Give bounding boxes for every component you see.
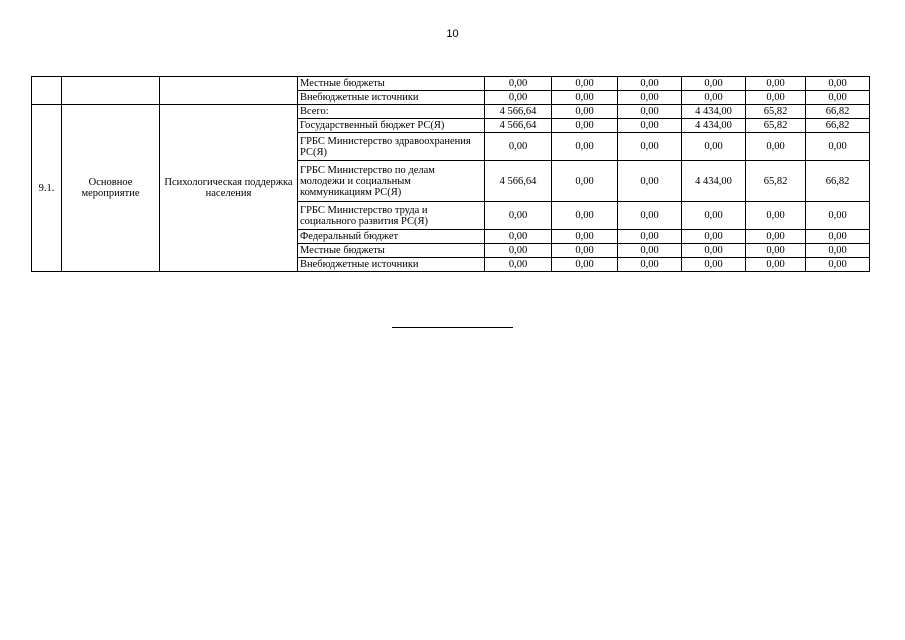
page-number: 10 <box>446 28 459 40</box>
value-cell: 0,00 <box>618 202 682 230</box>
value-cell: 0,00 <box>485 244 552 258</box>
value-cell: 65,82 <box>746 161 806 202</box>
item-type: Основное мероприятие <box>62 105 160 272</box>
table-row <box>32 105 870 119</box>
item-name: Психологическая поддержка населения <box>160 105 298 272</box>
value-cell: 0,00 <box>552 230 618 244</box>
value-cell: 0,00 <box>618 133 682 161</box>
source-cell: ГРБС Министерство труда и социального развития РС(Я) <box>298 202 485 230</box>
value-cell: 0,00 <box>618 119 682 133</box>
item-code: 9.1. <box>32 105 62 272</box>
value-cell: 65,82 <box>746 105 806 119</box>
value-cell: 0,00 <box>806 133 870 161</box>
value-cell: 0,00 <box>618 77 682 91</box>
source-cell: Местные бюджеты <box>298 77 485 91</box>
value-cell: 0,00 <box>552 244 618 258</box>
value-cell: 0,00 <box>485 230 552 244</box>
value-cell: 4 434,00 <box>682 105 746 119</box>
value-cell: 0,00 <box>485 91 552 105</box>
value-cell: 0,00 <box>682 202 746 230</box>
value-cell: 0,00 <box>682 77 746 91</box>
value-cell: 0,00 <box>618 244 682 258</box>
code-cell-empty <box>32 77 62 105</box>
value-cell: 0,00 <box>746 202 806 230</box>
value-cell: 0,00 <box>682 230 746 244</box>
name-cell-empty <box>160 77 298 105</box>
source-cell: Всего: <box>298 105 485 119</box>
value-cell: 4 566,64 <box>485 161 552 202</box>
value-cell: 0,00 <box>746 91 806 105</box>
end-divider-line <box>392 327 513 328</box>
value-cell: 0,00 <box>806 77 870 91</box>
value-cell: 0,00 <box>485 258 552 272</box>
value-cell: 66,82 <box>806 105 870 119</box>
value-cell: 0,00 <box>618 105 682 119</box>
value-cell: 4 566,64 <box>485 119 552 133</box>
value-cell: 0,00 <box>618 91 682 105</box>
value-cell: 0,00 <box>552 202 618 230</box>
source-cell: Внебюджетные источники <box>298 91 485 105</box>
value-cell: 4 434,00 <box>682 161 746 202</box>
value-cell: 66,82 <box>806 161 870 202</box>
source-cell: ГРБС Министерство по делам молодежи и социальным коммуникациям РС(Я) <box>298 161 485 202</box>
value-cell: 0,00 <box>552 119 618 133</box>
value-cell: 0,00 <box>806 244 870 258</box>
budget-table <box>31 76 870 272</box>
value-cell: 0,00 <box>485 202 552 230</box>
value-cell: 0,00 <box>806 202 870 230</box>
value-cell: 0,00 <box>682 258 746 272</box>
type-cell-empty <box>62 77 160 105</box>
value-cell: 0,00 <box>682 91 746 105</box>
value-cell: 0,00 <box>746 230 806 244</box>
value-cell: 0,00 <box>746 244 806 258</box>
source-cell: Внебюджетные источники <box>298 258 485 272</box>
value-cell: 0,00 <box>552 161 618 202</box>
value-cell: 0,00 <box>618 230 682 244</box>
value-cell: 0,00 <box>618 258 682 272</box>
value-cell: 0,00 <box>806 91 870 105</box>
table-row <box>32 77 870 91</box>
value-cell: 0,00 <box>746 133 806 161</box>
value-cell: 0,00 <box>682 133 746 161</box>
source-cell: Местные бюджеты <box>298 244 485 258</box>
source-cell: Федеральный бюджет <box>298 230 485 244</box>
value-cell: 65,82 <box>746 119 806 133</box>
value-cell: 0,00 <box>485 133 552 161</box>
value-cell: 0,00 <box>806 258 870 272</box>
value-cell: 0,00 <box>552 133 618 161</box>
value-cell: 0,00 <box>552 77 618 91</box>
value-cell: 0,00 <box>682 244 746 258</box>
value-cell: 0,00 <box>552 91 618 105</box>
value-cell: 0,00 <box>746 258 806 272</box>
value-cell: 0,00 <box>485 77 552 91</box>
value-cell: 0,00 <box>552 105 618 119</box>
value-cell: 0,00 <box>618 161 682 202</box>
table-body <box>32 77 870 272</box>
source-cell: ГРБС Министерство здравоохранения РС(Я) <box>298 133 485 161</box>
value-cell: 4 434,00 <box>682 119 746 133</box>
value-cell: 66,82 <box>806 119 870 133</box>
value-cell: 0,00 <box>746 77 806 91</box>
value-cell: 4 566,64 <box>485 105 552 119</box>
value-cell: 0,00 <box>806 230 870 244</box>
source-cell: Государственный бюджет РС(Я) <box>298 119 485 133</box>
value-cell: 0,00 <box>552 258 618 272</box>
